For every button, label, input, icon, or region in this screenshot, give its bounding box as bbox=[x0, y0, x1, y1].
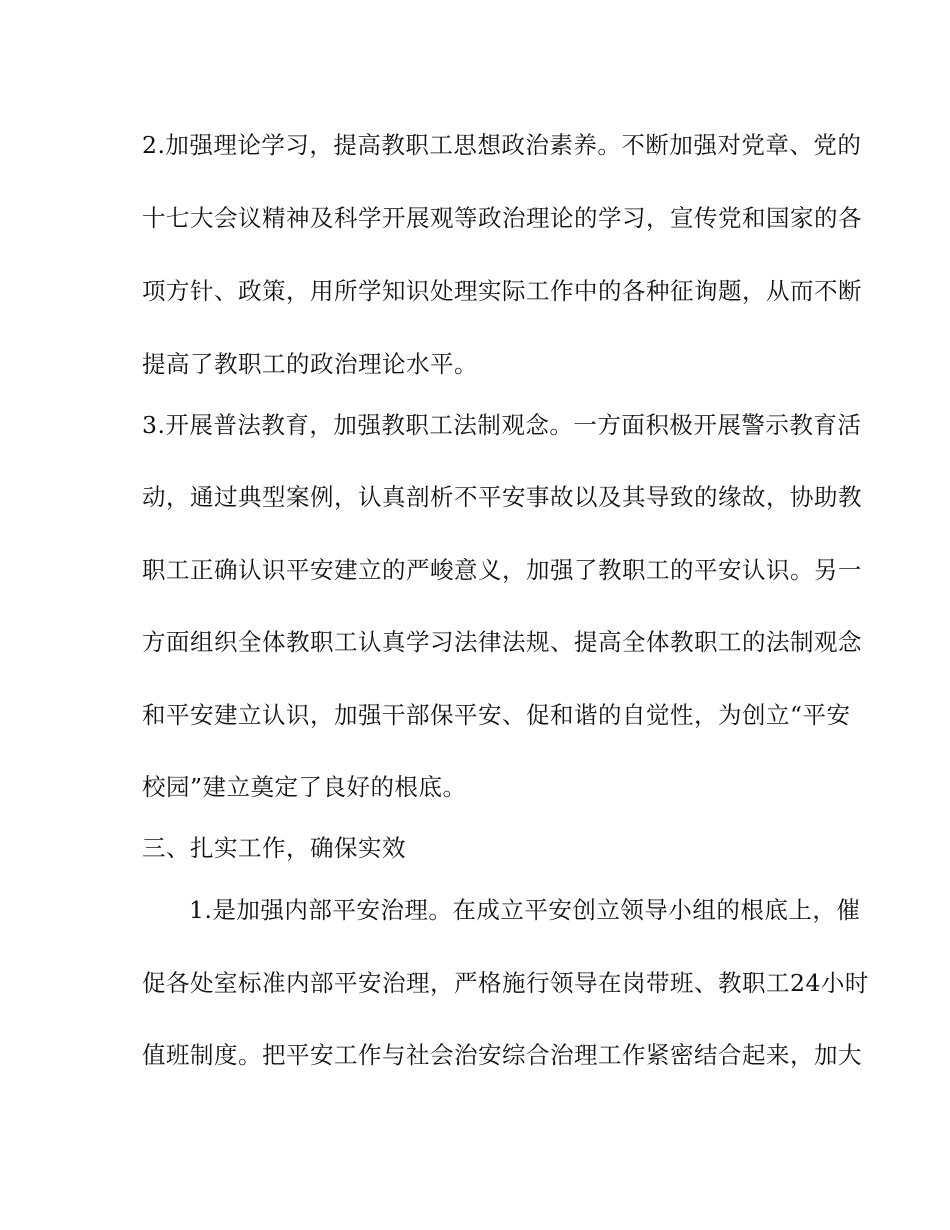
item-1-line-3: 值班制度。把平安工作与社会治安综合治理工作紧密结合起来，加大 bbox=[142, 1041, 862, 1069]
paragraph-2-line-1: 2.加强理论学习，提高教职工思想政治素养。不断加强对党章、党的 bbox=[142, 131, 862, 159]
paragraph-3-line-3: 职工正确认识平安建立的严峻意义，加强了教职工的平安认识。另一 bbox=[142, 556, 862, 584]
paragraph-2-line-3: 项方针、政策，用所学知识处理实际工作中的各种征询题，从而不断 bbox=[142, 277, 862, 305]
paragraph-2-line-4: 提高了教职工的政治理论水平。 bbox=[142, 350, 478, 378]
paragraph-2-line-2: 十七大会议精神及科学开展观等政治理论的学习，宣传党和国家的各 bbox=[142, 204, 862, 232]
item-1-line-1: 1.是加强内部平安治理。在成立平安创立领导小组的根底上，催 bbox=[189, 896, 861, 924]
section-heading: 三、扎实工作，确保实效 bbox=[142, 834, 406, 862]
paragraph-3-line-6: 校园”建立奠定了良好的根底。 bbox=[142, 773, 467, 801]
paragraph-3-line-4: 方面组织全体教职工认真学习法律法规、提高全体教职工的法制观念 bbox=[142, 628, 862, 656]
paragraph-3-line-2: 动，通过典型案例，认真剖析不平安事故以及其导致的缘故，协助教 bbox=[142, 483, 862, 511]
paragraph-3-line-5: 和平安建立认识，加强干部保平安、促和谐的自觉性，为创立“平安 bbox=[142, 701, 851, 729]
item-1-line-2: 促各处室标准内部平安治理，严格施行领导在岗带班、教职工24小时 bbox=[142, 969, 869, 997]
paragraph-3-line-1: 3.开展普法教育，加强教职工法制观念。一方面积极开展警示教育活 bbox=[142, 411, 862, 439]
